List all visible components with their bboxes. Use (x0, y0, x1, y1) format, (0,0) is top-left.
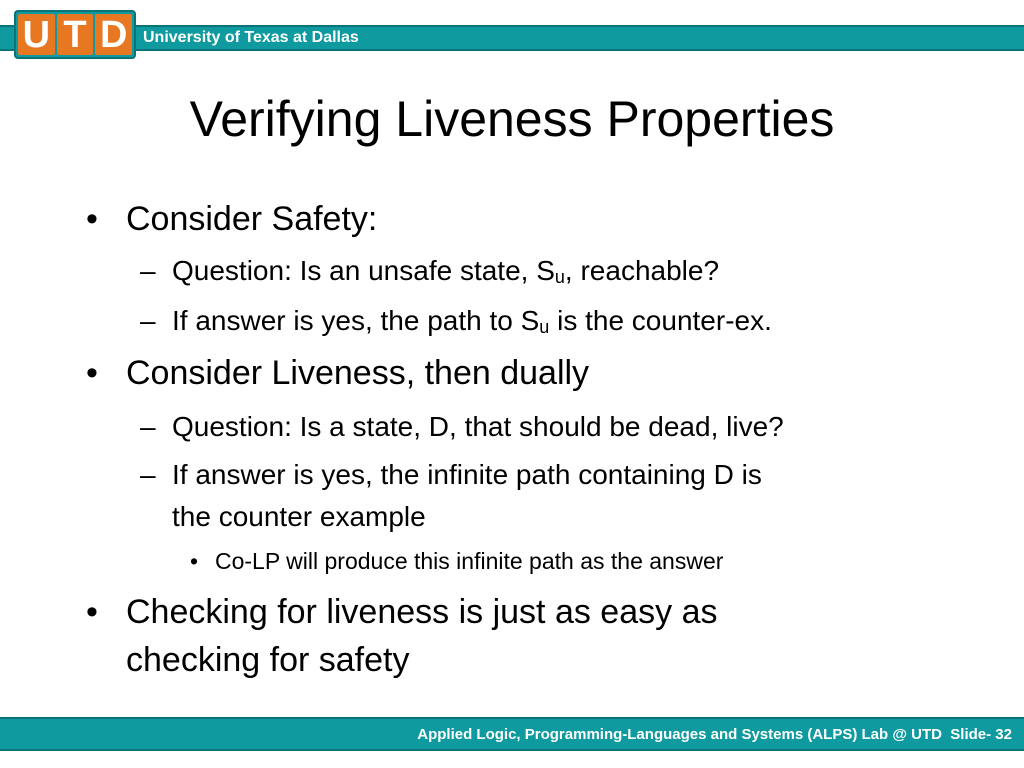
dash-glyph: – (140, 255, 156, 286)
sub-item-text: Question: Is a state, D, that should be dead, live? (172, 411, 784, 442)
slide-number: Slide- 32 (950, 726, 1012, 743)
dash-glyph: – (140, 305, 156, 336)
logo-letter-t: T (57, 14, 94, 55)
bullet-glyph: • (86, 354, 98, 392)
sub-item-infinite-path-cont: the counter example (172, 501, 426, 532)
sub-item-infinite-path (140, 454, 762, 496)
bullet-glyph: • (86, 593, 98, 631)
sub-sub-item-colp (190, 545, 724, 577)
bullet-item-consider-liveness (86, 350, 590, 396)
bullet-item-checking-liveness (86, 589, 718, 635)
dash-glyph: – (140, 459, 156, 490)
bullet-text: Consider Safety: (126, 200, 378, 238)
utd-logo (14, 10, 136, 59)
bullet-text: Consider Liveness, then dually (126, 354, 590, 392)
slide-title: Verifying Liveness Properties (189, 91, 835, 147)
sub-item-text: Question: Is an unsafe state, $S_u$, reachable? (172, 255, 720, 287)
bullet-text-line1: Checking for liveness is just as easy as (126, 593, 718, 631)
bullet-text-line2: checking for safety (126, 641, 410, 679)
dash-glyph: – (140, 411, 156, 442)
logo-letter-d: D (95, 14, 132, 55)
sub-sub-item-text: Co-LP will produce this infinite path as the answer (215, 548, 724, 574)
bullet-glyph: • (86, 200, 98, 238)
sub-item-unsafe-answer (140, 300, 772, 342)
footer-lab: Applied Logic, Programming-Languages and Systems (ALPS) Lab @ UTD (417, 726, 942, 743)
university-name: University of Texas at Dallas (143, 29, 359, 46)
bullet-glyph: • (190, 548, 199, 574)
sub-item-text: If answer is yes, the path to $S_u$ is the counter-ex. (172, 305, 772, 337)
sub-item-unsafe-question (140, 250, 720, 292)
logo-letter-u: U (18, 14, 55, 55)
sub-item-dead-question (140, 406, 784, 448)
footer-text (417, 726, 1012, 744)
bullet-item-consider-safety (86, 196, 378, 242)
sub-item-text-line1: If answer is yes, the infinite path containing D is (172, 459, 762, 490)
